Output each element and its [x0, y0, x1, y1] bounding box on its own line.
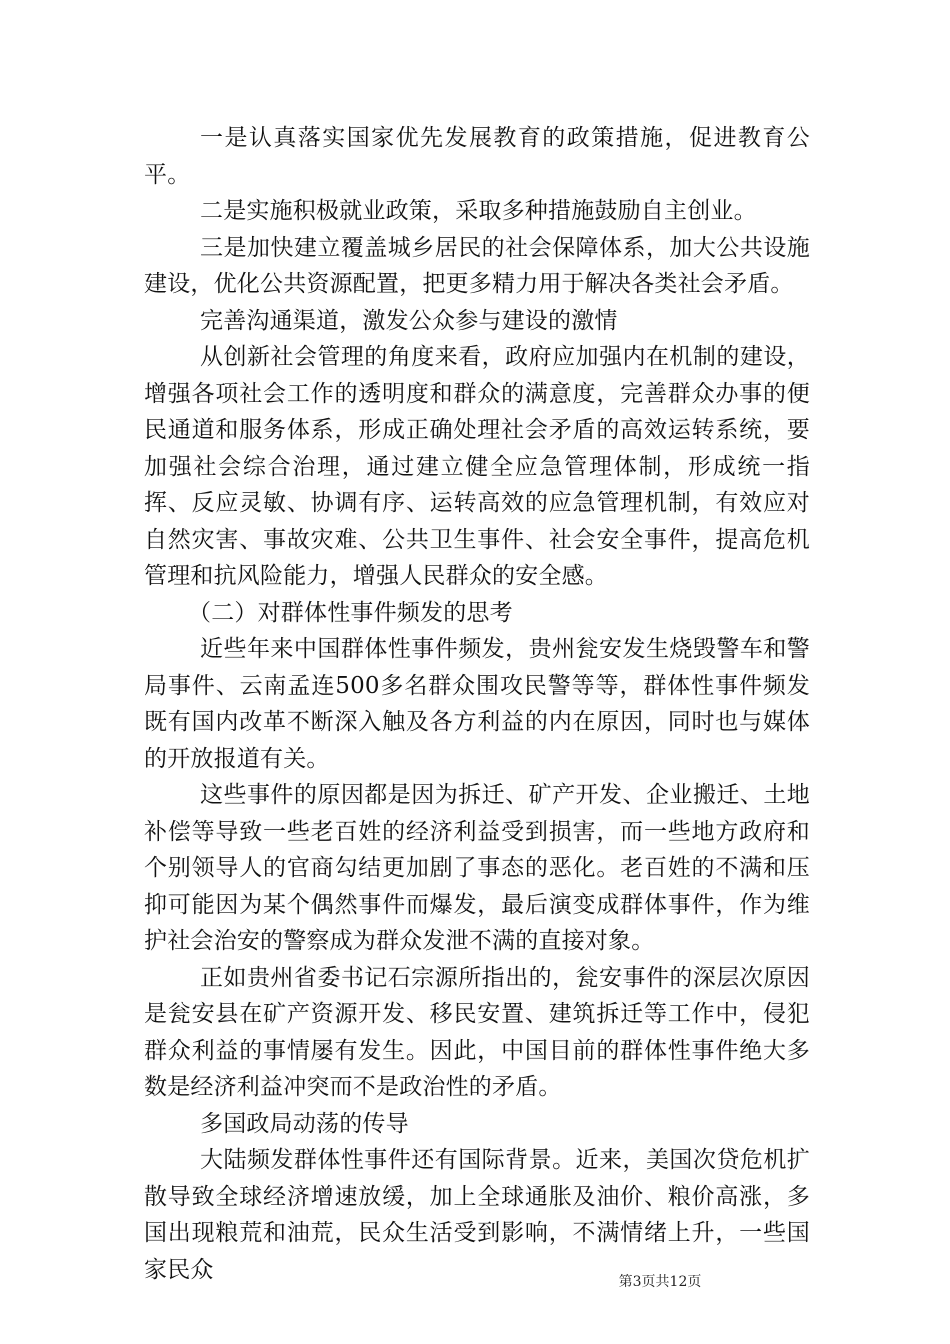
paragraph-international-background: 大陆频发群体性事件还有国际背景。近来，美国次贷危机扩散导致全球经济增速放缓，加上全球通胀及油价、粮价高涨，多国出现粮荒和油荒，民众生活受到影响，不满情绪上升，一些国家民众 — [144, 1147, 810, 1283]
document-body — [144, 120, 810, 1288]
paragraph-education: 一是认真落实国家优先发展教育的政策措施，促进教育公平。 — [144, 125, 810, 188]
paragraph-incidents-overview: 近些年来中国群体性事件频发，贵州瓮安发生烧毁警车和警局事件、云南孟连500多名群众围攻民警等等，群体性事件频发既有国内改革不断深入触及各方利益的内在原因，同时也与媒体的开放报道有关。 — [144, 636, 810, 772]
paragraph-social-security: 三是加快建立覆盖城乡居民的社会保障体系，加大公共设施建设，优化公共资源配置，把更多精力用于解决各类社会矛盾。 — [144, 234, 810, 297]
paragraph-incidents-causes: 这些事件的原因都是因为拆迁、矿产开发、企业搬迁、土地补偿等导致一些老百姓的经济利益受到损害，而一些地方政府和个别领导人的官商勾结更加剧了事态的恶化。老百姓的不满和压抑可能因为某个偶然事件而爆发，最后演变成群体事件，作为维护社会治安的警察成为群众发泄不满的直接对象。 — [144, 782, 810, 954]
paragraph-social-management: 从创新社会管理的角度来看，政府应加强内在机制的建设，增强各项社会工作的透明度和群众的满意度，完善群众办事的便民通道和服务体系，形成正确处理社会矛盾的高效运转系统，要加强社会综合治理，通过建立健全应急管理体制，形成统一指挥、反应灵敏、协调有序、运转高效的应急管理机制，有效应对自然灾害、事故灾难、公共卫生事件、社会安全事件，提高危机管理和抗风险能力，增强人民群众的安全感。 — [144, 344, 810, 589]
section-heading-international: 多国政局动荡的传导 — [200, 1110, 409, 1137]
section-heading-mass-incidents: （二）对群体性事件频发的思考 — [188, 599, 513, 626]
paragraph-employment: 二是实施积极就业政策，采取多种措施鼓励自主创业。 — [200, 198, 757, 224]
section-heading-communication: 完善沟通渠道，激发公众参与建设的激情 — [200, 307, 618, 334]
paragraph-wengan-analysis: 正如贵州省委书记石宗源所指出的，瓮安事件的深层次原因是瓮安县在矿产资源开发、移民安置、建筑拆迁等工作中，侵犯群众利益的事情屡有发生。因此，中国目前的群体性事件绝大多数是经济利益冲突而不是政治性的矛盾。 — [144, 964, 810, 1100]
page-number-footer — [0, 1273, 950, 1291]
page-number-label: 第3页共12页 — [618, 1274, 702, 1290]
